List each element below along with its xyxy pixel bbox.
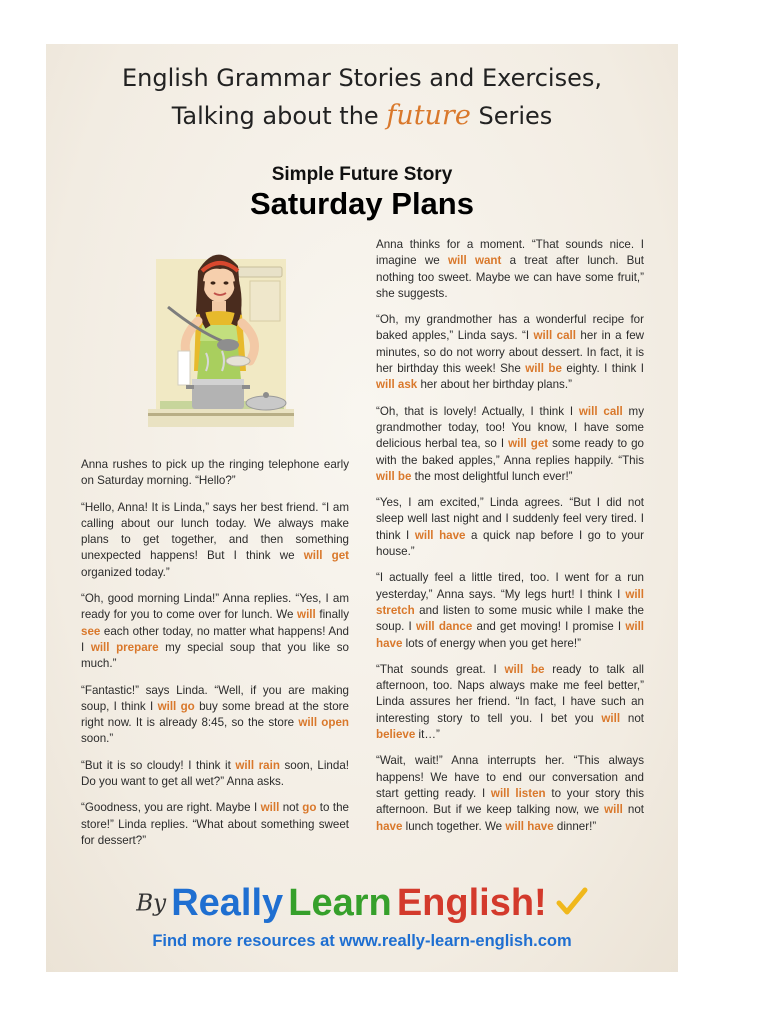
story-text: “Wait, wait!” Anna interrupts her. “This always happens! We have to end our conversation and start getting ready. I <box>376 754 644 800</box>
future-verb-highlight: will be <box>504 662 545 676</box>
future-verb-highlight: will be <box>525 362 562 376</box>
story-text: dinner!” <box>553 819 597 833</box>
story-text: a treat after lunch. But nothing too sweet. Maybe we can have some fruit,” she suggests. <box>376 254 645 300</box>
story-paragraph <box>376 495 644 560</box>
worksheet-page <box>46 44 678 972</box>
checkmark-icon <box>556 887 588 921</box>
series-title-line2 <box>46 100 678 131</box>
brand-logo <box>46 882 678 925</box>
future-verb-highlight: will go <box>157 699 195 713</box>
story-text: organized today.” <box>81 565 170 579</box>
story-text: buy some bread at the store right now. It is already 8:45, so the store <box>81 699 349 730</box>
story-text: and listen to some music while I make the soup. I <box>376 603 644 634</box>
future-verb-highlight: will rain <box>235 758 280 772</box>
story-paragraph <box>376 404 644 485</box>
story-text: Anna thinks for a moment. “That sounds nice. I imagine we <box>376 238 644 268</box>
series-title-pre: Talking about the <box>171 102 387 130</box>
story-text: not <box>622 803 644 817</box>
story-text: “Goodness, you are right. Maybe I <box>81 801 261 815</box>
story-subtitle: Simple Future Story <box>271 164 453 185</box>
story-text: my grandmother today, too! You know, I have some delicious herbal tea, so I <box>376 404 644 451</box>
story-text: “Oh, my grandmother has a wonderful recipe for baked apples,” Linda says. “I <box>376 313 644 343</box>
story-text: finally <box>315 608 349 622</box>
story-text: Anna rushes to pick up the ringing telephone early on Saturday morning. “Hello?” <box>81 458 349 488</box>
future-verb-highlight: will get <box>508 437 549 451</box>
future-verb-highlight: will dance <box>415 620 473 634</box>
future-verb-highlight: will get <box>303 549 349 563</box>
series-title-post: Series <box>470 102 553 130</box>
story-paragraph <box>81 457 349 490</box>
brand-word-learn: Learn <box>288 882 392 924</box>
story-text: “But it is so cloudy! I think it <box>81 758 236 772</box>
story-text: “I actually feel a little tired, too. I went for a run yesterday,” Anna says. “My legs hurt! I think I <box>376 571 644 601</box>
future-verb-highlight: will stretch <box>376 587 644 617</box>
story-paragraph <box>81 500 349 581</box>
future-verb-highlight: will <box>601 711 621 725</box>
story-text: ready to talk all afternoon, too. Naps always make me feel better,” Linda assures her friend. “In fact, I have such an interesting story to tell you. I bet you <box>376 662 645 725</box>
story-text: “Fantastic!” says Linda. “Well, if you are making soup, I think I <box>81 683 349 713</box>
story-paragraph <box>376 662 644 743</box>
resources-link[interactable]: Find more resources at www.really-learn-english.com <box>152 932 572 950</box>
future-verb-highlight: will <box>297 608 316 622</box>
story-paragraph <box>81 758 349 791</box>
future-verb-highlight: will be <box>376 469 412 483</box>
story-text: eighty. I think I <box>561 362 644 376</box>
story-text: each other today, no matter what happens! And I <box>81 624 349 654</box>
story-text: the most delightful lunch ever!” <box>411 469 573 483</box>
story-text: lots of energy when you get here!” <box>402 636 581 650</box>
story-text: some ready to go with the baked apples,” Anna replies happily. “This <box>376 437 644 467</box>
future-verb-highlight: go <box>302 801 317 815</box>
story-title: Saturday Plans <box>250 186 474 221</box>
story-paragraph <box>376 570 644 651</box>
series-title-future: future <box>386 100 471 131</box>
story-text: and get moving! I promise I <box>472 620 626 634</box>
story-paragraph <box>376 237 644 302</box>
future-verb-highlight: will have <box>505 819 554 833</box>
future-verb-highlight: will <box>604 803 623 817</box>
story-text: not <box>620 711 644 725</box>
future-verb-highlight: will listen <box>490 786 546 800</box>
cooking-woman-illustration <box>138 241 304 441</box>
story-text: not <box>279 801 303 815</box>
future-verb-highlight: will have <box>414 528 466 542</box>
story-text: “Yes, I am excited,” Linda agrees. “But I did not sleep well last night and I suddenly feel very tired. I think I <box>376 496 644 542</box>
story-paragraph <box>376 753 644 834</box>
story-text: “Oh, that is lovely! Actually, I think I <box>376 404 579 418</box>
story-text: a quick nap before I go to your house.” <box>376 528 645 559</box>
story-column-left <box>81 457 349 859</box>
story-text: my special soup that you like so much.” <box>81 640 350 671</box>
story-text: her in a few minutes, so do not worry about dessert. In fact, it is her birthday this week! She <box>376 329 645 376</box>
future-verb-highlight: will call <box>533 329 576 343</box>
story-column-right <box>376 237 644 845</box>
series-title-line1: English Grammar Stories and Exercises, <box>122 64 602 92</box>
story-text: “Hello, Anna! It is Linda,” says her best friend. “I am calling about our lunch today. We always make plans to get together, and then something unexpected happens! But I think we <box>81 500 349 563</box>
story-text: soon.” <box>81 732 114 746</box>
story-paragraph <box>81 683 349 748</box>
story-text: “Oh, good morning Linda!” Anna replies. “Yes, I am ready for you to come over for lunch. We <box>81 592 349 622</box>
future-verb-highlight: believe <box>376 728 416 742</box>
story-paragraph <box>376 312 644 393</box>
future-verb-highlight: will want <box>448 254 502 268</box>
brand-word-really: Really <box>171 882 284 924</box>
future-verb-highlight: will call <box>578 404 623 418</box>
future-verb-highlight: will <box>260 801 280 815</box>
story-text: soon, Linda! Do you want to get all wet?” Anna asks. <box>81 758 349 789</box>
story-text: it…” <box>415 728 440 742</box>
story-text: to the store!” Linda replies. “What about something sweet for dessert?” <box>81 801 350 847</box>
future-verb-highlight: have <box>376 819 403 833</box>
story-paragraph <box>81 800 349 849</box>
story-paragraph <box>81 591 349 672</box>
future-verb-highlight: will have <box>376 620 645 650</box>
story-text: lunch together. We <box>402 819 506 833</box>
story-text: her about her birthday plans.” <box>417 378 572 392</box>
future-verb-highlight: see <box>81 624 101 638</box>
future-verb-highlight: will ask <box>376 378 418 392</box>
future-verb-highlight: will open <box>298 716 349 730</box>
story-text: “That sounds great. I <box>376 662 505 676</box>
future-verb-highlight: will prepare <box>90 640 159 654</box>
brand-word-english: English! <box>396 882 547 924</box>
story-text: to your story this afternoon. But if we keep talking now, we <box>376 786 645 817</box>
by-label: By <box>136 890 167 917</box>
